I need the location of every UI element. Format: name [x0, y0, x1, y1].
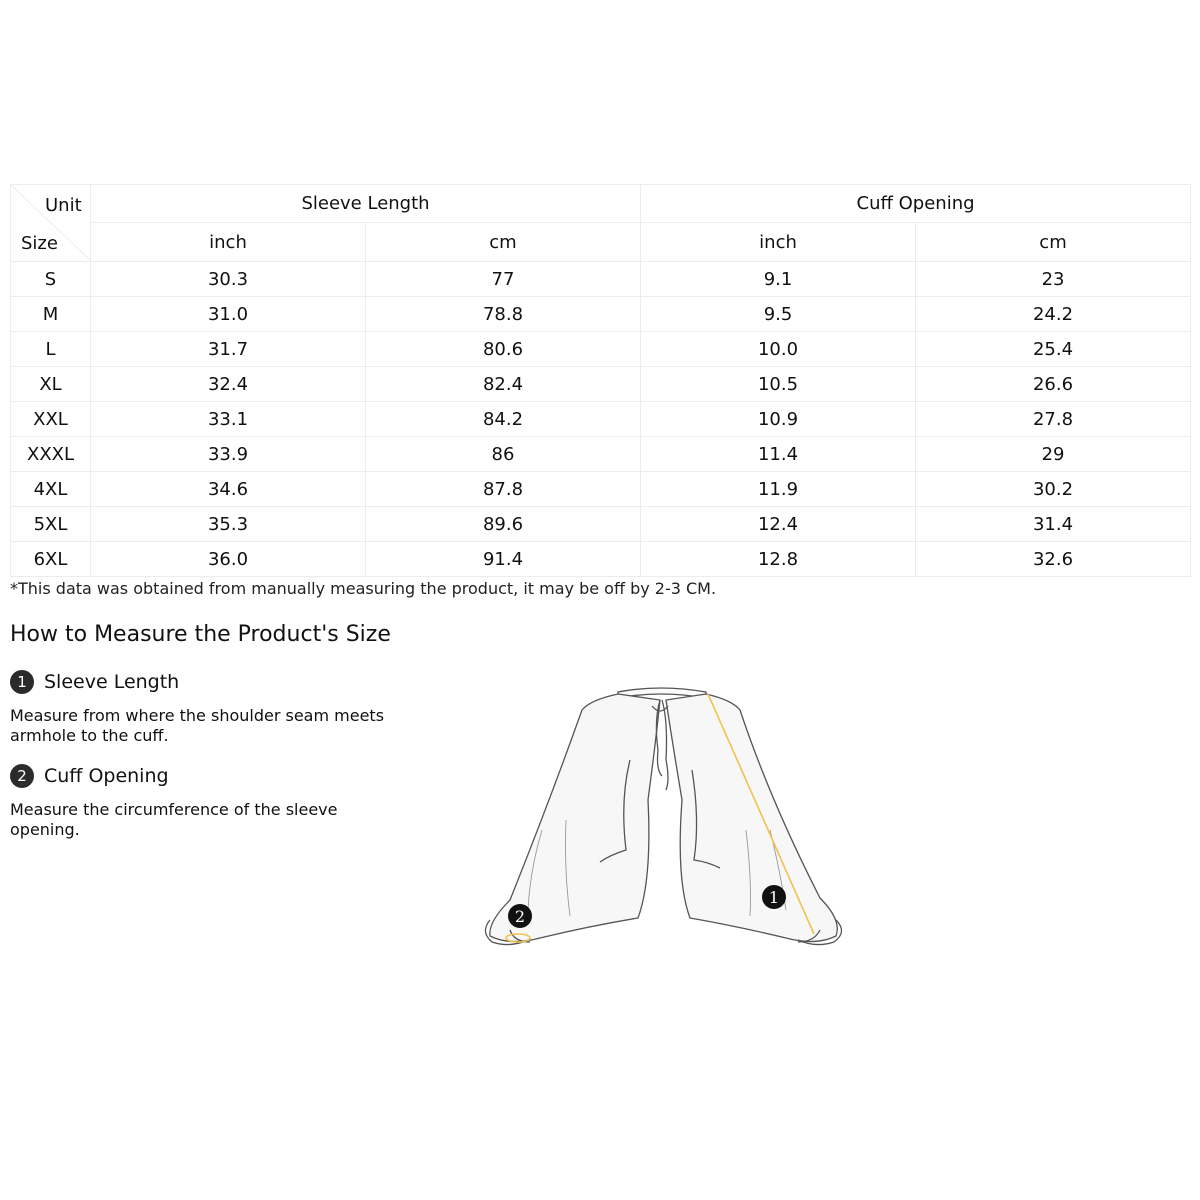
size-table-body: [11, 262, 1191, 577]
value-cell: 33.9: [91, 437, 366, 472]
unit-header: cm: [366, 223, 641, 262]
sleeve-illustration: [470, 680, 850, 960]
value-cell: 89.6: [366, 507, 641, 542]
value-cell: 10.9: [641, 402, 916, 437]
value-cell: 86: [366, 437, 641, 472]
corner-header-cell: [11, 185, 91, 262]
value-cell: 9.1: [641, 262, 916, 297]
unit-header: cm: [916, 223, 1191, 262]
size-cell: 4XL: [11, 472, 91, 507]
value-cell: 12.4: [641, 507, 916, 542]
unit-header: inch: [641, 223, 916, 262]
table-row: [11, 332, 1191, 367]
size-cell: L: [11, 332, 91, 367]
value-cell: 32.4: [91, 367, 366, 402]
step-sleeve-length: [10, 670, 179, 694]
size-cell: 6XL: [11, 542, 91, 577]
value-cell: 29: [916, 437, 1191, 472]
unit-header: inch: [91, 223, 366, 262]
value-cell: 9.5: [641, 297, 916, 332]
step-title: Sleeve Length: [44, 671, 180, 693]
table-row: [11, 262, 1191, 297]
step-description: Measure from where the shoulder seam meets armhole to the cuff.: [10, 706, 385, 745]
step-description: Measure the circumference of the sleeve opening.: [10, 800, 338, 839]
value-cell: 10.5: [641, 367, 916, 402]
marker-2: [508, 904, 532, 928]
size-cell: 5XL: [11, 507, 91, 542]
value-cell: 31.4: [916, 507, 1191, 542]
value-cell: 11.9: [641, 472, 916, 507]
value-cell: 87.8: [366, 472, 641, 507]
marker-label: 1: [768, 888, 780, 907]
value-cell: 84.2: [366, 402, 641, 437]
marker-label: 2: [514, 907, 526, 926]
value-cell: 11.4: [641, 437, 916, 472]
measurement-note: *This data was obtained from manually measuring the product, it may be off by 2-3 CM.: [10, 579, 717, 598]
garment-sketch: [485, 688, 841, 945]
value-cell: 31.7: [91, 332, 366, 367]
step-number-badge: 1: [10, 670, 34, 694]
unit-label: Unit: [45, 195, 82, 216]
value-cell: 26.6: [916, 367, 1191, 402]
value-cell: 35.3: [91, 507, 366, 542]
table-row: [11, 367, 1191, 402]
size-cell: XL: [11, 367, 91, 402]
value-cell: 80.6: [366, 332, 641, 367]
value-cell: 32.6: [916, 542, 1191, 577]
size-cell: XXXL: [11, 437, 91, 472]
value-cell: 91.4: [366, 542, 641, 577]
size-cell: M: [11, 297, 91, 332]
table-row: [11, 402, 1191, 437]
value-cell: 36.0: [91, 542, 366, 577]
value-cell: 34.6: [91, 472, 366, 507]
size-cell: S: [11, 262, 91, 297]
table-row: [11, 297, 1191, 332]
value-cell: 27.8: [916, 402, 1191, 437]
size-cell: XXL: [11, 402, 91, 437]
how-to-measure-heading: How to Measure the Product's Size: [10, 622, 391, 647]
table-row: [11, 472, 1191, 507]
value-cell: 78.8: [366, 297, 641, 332]
value-cell: 24.2: [916, 297, 1191, 332]
table-row: [11, 437, 1191, 472]
step-title: Cuff Opening: [44, 765, 169, 787]
step-cuff-opening: [10, 764, 169, 788]
size-label: Size: [21, 233, 58, 254]
value-cell: 31.0: [91, 297, 366, 332]
cuff-opening-header: Cuff Opening: [641, 185, 1191, 223]
value-cell: 30.2: [916, 472, 1191, 507]
value-cell: 12.8: [641, 542, 916, 577]
step-number-badge: 2: [10, 764, 34, 788]
value-cell: 30.3: [91, 262, 366, 297]
value-cell: 10.0: [641, 332, 916, 367]
table-row: [11, 542, 1191, 577]
value-cell: 82.4: [366, 367, 641, 402]
sleeve-length-header: Sleeve Length: [91, 185, 641, 223]
value-cell: 23: [916, 262, 1191, 297]
table-row: [11, 507, 1191, 542]
value-cell: 25.4: [916, 332, 1191, 367]
size-chart-table: [10, 184, 1191, 577]
value-cell: 33.1: [91, 402, 366, 437]
value-cell: 77: [366, 262, 641, 297]
marker-1: [762, 885, 786, 909]
